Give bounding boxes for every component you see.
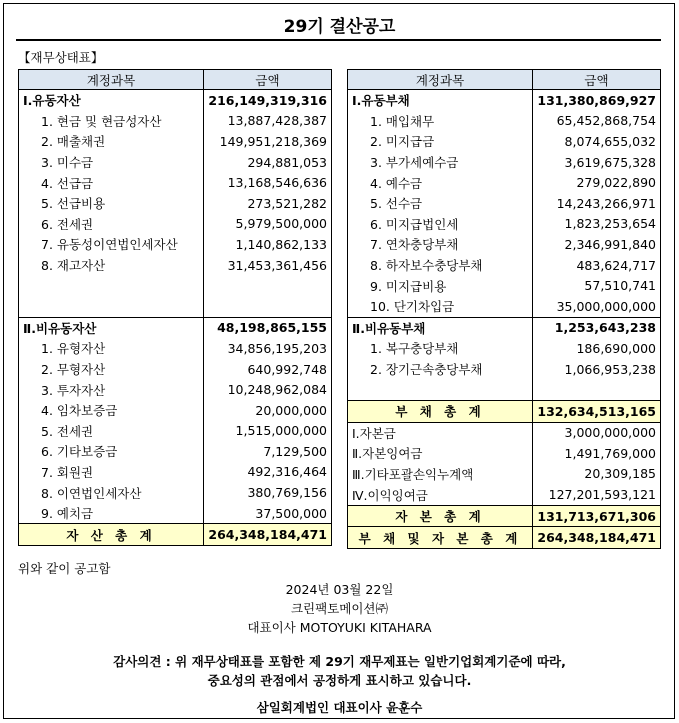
total-assets-amount: 264,348,184,471 — [204, 524, 332, 546]
announcement-note: 위와 같이 공고함 — [18, 561, 111, 576]
row-amount: 3,000,000,000 — [533, 422, 661, 443]
current-assets-label: Ⅰ.유동자산 — [19, 90, 204, 111]
noncurrent-liabilities-row — [348, 317, 661, 338]
blank-row — [19, 275, 332, 296]
row-amount: 640,992,748 — [204, 359, 332, 380]
total-liabilities-label: 부 채 총 계 — [348, 400, 533, 422]
table-row — [348, 193, 661, 214]
header-account: 계정과목 — [19, 70, 204, 90]
row-label: 9. 미지급비용 — [348, 275, 533, 296]
header-amount: 금액 — [533, 70, 661, 90]
row-label: 6. 기타보증금 — [19, 441, 204, 462]
company-name: 크린팩토메이션㈜ — [290, 601, 389, 616]
row-amount: 1,823,253,654 — [533, 214, 661, 235]
current-liabilities-row — [348, 90, 661, 111]
table-row — [348, 359, 661, 380]
table-row — [19, 441, 332, 462]
equity-row — [348, 422, 661, 443]
announcement-date: 2024년 03월 22일 — [285, 582, 394, 597]
table-header — [348, 70, 661, 90]
row-label: 2. 매출채권 — [19, 131, 204, 152]
row-label: 5. 선급비용 — [19, 193, 204, 214]
row-amount: 37,500,000 — [204, 503, 332, 524]
row-label: 5. 선수금 — [348, 193, 533, 214]
title-divider — [16, 39, 661, 41]
row-label: 7. 연차충당부채 — [348, 234, 533, 255]
row-label: 2. 미지급금 — [348, 131, 533, 152]
row-label: 1. 현금 및 현금성자산 — [19, 111, 204, 132]
row-label: 9. 예치금 — [19, 503, 204, 524]
row-amount: 149,951,218,369 — [204, 131, 332, 152]
row-amount: 34,856,195,203 — [204, 338, 332, 359]
current-liabilities-amount: 131,380,869,927 — [533, 90, 661, 111]
row-label: 8. 이연법인세자산 — [19, 482, 204, 503]
auditor-name: 삼일회계법인 대표이사 윤훈수 — [256, 700, 423, 715]
table-row — [348, 255, 661, 276]
row-label: 5. 전세권 — [19, 421, 204, 442]
row-amount: 5,979,500,000 — [204, 214, 332, 235]
row-amount: 20,000,000 — [204, 400, 332, 421]
audit-opinion-line1: 감사의견 : 위 재무상태표를 포함한 제 29기 재무제표는 일반기업회계기준에 따라, — [113, 654, 566, 669]
total-liabilities-equity-amount: 264,348,184,471 — [533, 527, 661, 549]
row-amount: 1,491,769,000 — [533, 443, 661, 464]
row-amount: 279,022,890 — [533, 172, 661, 193]
row-label: 3. 미수금 — [19, 152, 204, 173]
table-row — [19, 421, 332, 442]
total-equity-amount: 131,713,671,306 — [533, 505, 661, 527]
equity-row — [348, 484, 661, 505]
row-label: Ⅰ.자본금 — [348, 422, 533, 443]
row-amount: 8,074,655,032 — [533, 131, 661, 152]
total-liabilities-amount: 132,634,513,165 — [533, 400, 661, 422]
table-row — [348, 275, 661, 296]
table-row — [19, 172, 332, 193]
row-amount: 2,346,991,840 — [533, 234, 661, 255]
row-amount: 65,452,868,754 — [533, 111, 661, 132]
ceo-name: 대표이사 MOTOYUKI KITAHARA — [247, 620, 432, 635]
liabilities-equity-table — [347, 69, 661, 549]
table-row — [348, 172, 661, 193]
header-account: 계정과목 — [348, 70, 533, 90]
current-liabilities-label: Ⅰ.유동부채 — [348, 90, 533, 111]
row-label: 1. 유형자산 — [19, 338, 204, 359]
noncurrent-assets-row — [19, 317, 332, 338]
blank-row — [348, 379, 661, 400]
row-amount: 35,000,000,000 — [533, 296, 661, 317]
row-label: 2. 무형자산 — [19, 359, 204, 380]
row-amount: 1,140,862,133 — [204, 234, 332, 255]
row-label: 4. 임차보증금 — [19, 400, 204, 421]
table-row — [19, 379, 332, 400]
row-amount: 3,619,675,328 — [533, 152, 661, 173]
table-row — [19, 152, 332, 173]
row-amount: 57,510,741 — [533, 275, 661, 296]
blank-row — [19, 296, 332, 317]
row-label: Ⅱ.자본잉여금 — [348, 443, 533, 464]
row-amount: 10,248,962,084 — [204, 379, 332, 400]
audit-opinion-line2: 중요성의 관점에서 공정하게 표시하고 있습니다. — [207, 673, 472, 688]
row-label: 4. 예수금 — [348, 172, 533, 193]
row-label: 2. 장기근속충당부채 — [348, 359, 533, 380]
row-label: 7. 유동성이연법인세자산 — [19, 234, 204, 255]
row-label: 8. 재고자산 — [19, 255, 204, 276]
row-amount: 294,881,053 — [204, 152, 332, 173]
table-row — [348, 131, 661, 152]
table-row — [348, 338, 661, 359]
row-label: 1. 복구충당부채 — [348, 338, 533, 359]
section-label: 【재무상태표】 — [18, 50, 104, 65]
assets-table — [18, 69, 332, 546]
table-row — [19, 359, 332, 380]
row-label: 1. 매입채무 — [348, 111, 533, 132]
table-row — [348, 152, 661, 173]
equity-row — [348, 443, 661, 464]
row-amount: 13,887,428,387 — [204, 111, 332, 132]
table-row — [348, 111, 661, 132]
row-amount: 127,201,593,121 — [533, 484, 661, 505]
table-header — [19, 70, 332, 90]
table-row — [19, 400, 332, 421]
total-liabilities-equity-label: 부 채 및 자 본 총 계 — [348, 527, 533, 549]
current-assets-amount: 216,149,319,316 — [204, 90, 332, 111]
row-amount: 31,453,361,456 — [204, 255, 332, 276]
table-row — [19, 131, 332, 152]
row-amount: 14,243,266,971 — [533, 193, 661, 214]
table-row — [19, 462, 332, 483]
row-label: 3. 투자자산 — [19, 379, 204, 400]
table-row — [19, 234, 332, 255]
table-row — [19, 214, 332, 235]
row-label: 4. 선급금 — [19, 172, 204, 193]
row-label: 6. 미지급법인세 — [348, 214, 533, 235]
total-assets-row — [19, 524, 332, 546]
total-equity-row — [348, 505, 661, 527]
row-amount: 20,309,185 — [533, 464, 661, 485]
row-label: 8. 하자보수충당부채 — [348, 255, 533, 276]
row-amount: 186,690,000 — [533, 338, 661, 359]
equity-row — [348, 464, 661, 485]
table-row — [348, 296, 661, 317]
row-label: Ⅳ.이익잉여금 — [348, 484, 533, 505]
total-liabilities-row — [348, 400, 661, 422]
page-title: 29기 결산공고 — [283, 17, 396, 37]
row-amount: 13,168,546,636 — [204, 172, 332, 193]
total-equity-label: 자 본 총 계 — [348, 505, 533, 527]
table-row — [19, 193, 332, 214]
row-label: 6. 전세권 — [19, 214, 204, 235]
table-row — [19, 503, 332, 524]
row-amount: 1,066,953,238 — [533, 359, 661, 380]
row-amount: 1,515,000,000 — [204, 421, 332, 442]
row-amount: 483,624,717 — [533, 255, 661, 276]
table-row — [19, 111, 332, 132]
table-row — [19, 338, 332, 359]
row-amount: 492,316,464 — [204, 462, 332, 483]
noncurrent-assets-label: Ⅱ.비유동자산 — [19, 317, 204, 338]
noncurrent-liabilities-amount: 1,253,643,238 — [533, 317, 661, 338]
row-label: 3. 부가세예수금 — [348, 152, 533, 173]
table-row — [348, 234, 661, 255]
row-amount: 273,521,282 — [204, 193, 332, 214]
row-amount: 380,769,156 — [204, 482, 332, 503]
current-assets-row — [19, 90, 332, 111]
row-amount: 7,129,500 — [204, 441, 332, 462]
noncurrent-assets-amount: 48,198,865,155 — [204, 317, 332, 338]
total-liabilities-equity-row — [348, 527, 661, 549]
header-amount: 금액 — [204, 70, 332, 90]
row-label: 7. 회원권 — [19, 462, 204, 483]
noncurrent-liabilities-label: Ⅱ.비유동부채 — [348, 317, 533, 338]
row-label: Ⅲ.기타포괄손익누계액 — [348, 464, 533, 485]
table-row — [19, 482, 332, 503]
table-row — [348, 214, 661, 235]
row-label: 10. 단기차입금 — [348, 296, 533, 317]
total-assets-label: 자 산 총 계 — [19, 524, 204, 546]
table-row — [19, 255, 332, 276]
